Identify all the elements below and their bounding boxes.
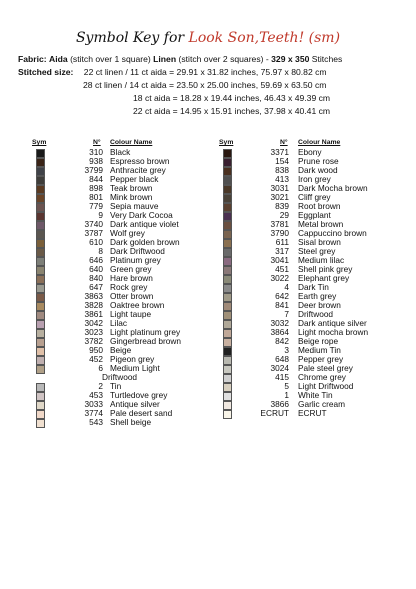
symbol-swatch [36, 293, 45, 302]
color-name: Dark antique silver [298, 318, 367, 328]
color-name: Cliff grey [298, 192, 331, 202]
color-name: Pale desert sand [110, 408, 173, 418]
fabric-linen-note: (stitch over 2 squares) - [178, 54, 269, 64]
color-name: Teak brown [110, 183, 153, 193]
fabric-label: Fabric: [18, 54, 47, 64]
color-number: 3782 [84, 336, 103, 346]
color-name: Light mocha brown [298, 327, 369, 337]
color-name: Dark wood [298, 165, 338, 175]
size-line-3: 18 ct aida = 18.28 x 19.44 inches, 46.43 x 49.39 cm [133, 93, 331, 103]
fabric-aida-note: (stitch over 1 square) [70, 54, 151, 64]
symbol-swatch [223, 194, 232, 203]
symbol-swatch [223, 212, 232, 221]
fabric-line [18, 54, 342, 64]
color-name: Metal brown [298, 219, 344, 229]
color-number: 642 [275, 291, 289, 301]
symbol-swatch [223, 257, 232, 266]
color-number: 310 [89, 147, 103, 157]
left-header-sym: Sym [32, 139, 47, 146]
color-name: Steel grey [298, 246, 336, 256]
color-name: Black [110, 147, 131, 157]
symbol-swatch [223, 383, 232, 392]
symbol-swatch [223, 203, 232, 212]
color-number: 543 [89, 417, 103, 427]
color-name: Wolf grey [110, 228, 145, 238]
symbol-swatch [36, 194, 45, 203]
color-name: Deer brown [298, 300, 341, 310]
color-number: 3042 [84, 318, 103, 328]
symbol-swatch [223, 410, 232, 419]
color-name: Mink brown [110, 192, 153, 202]
symbol-swatch [223, 311, 232, 320]
size-line-1 [18, 67, 327, 77]
color-name: Sisal brown [298, 237, 341, 247]
symbol-swatch [36, 410, 45, 419]
color-number: 647 [89, 282, 103, 292]
symbol-swatch [223, 221, 232, 230]
color-number: 3023 [84, 327, 103, 337]
color-number: 154 [275, 156, 289, 166]
symbol-swatch [223, 356, 232, 365]
symbol-swatch [36, 356, 45, 365]
color-name: Oaktree brown [110, 300, 165, 310]
color-name: Elephant grey [298, 273, 350, 283]
symbol-swatch [36, 185, 45, 194]
color-number: 3863 [84, 291, 103, 301]
color-number: 610 [89, 237, 103, 247]
color-name: Earth grey [298, 291, 337, 301]
color-name: Dark antique violet [110, 219, 179, 229]
size-value-1: 22 ct linen / 11 ct aida = 29.91 x 31.82 inches, 75.97 x 80.82 cm [83, 67, 327, 77]
right-header-num: N° [280, 139, 288, 146]
color-name: Hare brown [110, 273, 153, 283]
color-number: 938 [89, 156, 103, 166]
symbol-swatch [36, 158, 45, 167]
color-number: 451 [275, 264, 289, 274]
color-name: Dark golden brown [110, 237, 180, 247]
symbol-swatch [36, 419, 45, 428]
color-number: 3781 [270, 219, 289, 229]
symbol-swatch [36, 275, 45, 284]
symbol-swatch [36, 347, 45, 356]
color-number: 6 [98, 363, 103, 373]
symbol-swatch [36, 401, 45, 410]
color-name: Green grey [110, 264, 152, 274]
color-number: 3022 [270, 273, 289, 283]
color-number: 844 [89, 174, 103, 184]
color-number: 646 [89, 255, 103, 265]
color-number: 950 [89, 345, 103, 355]
right-header-sym: Sym [219, 139, 234, 146]
symbol-swatch [36, 212, 45, 221]
symbol-swatch [36, 149, 45, 158]
color-number: 3032 [270, 318, 289, 328]
color-name: Root brown [298, 201, 341, 211]
color-name: Medium Tin [298, 345, 341, 355]
color-name: Otter brown [110, 291, 154, 301]
color-name: Antique silver [110, 399, 160, 409]
color-name: Anthracite grey [110, 165, 166, 175]
color-number: 841 [275, 300, 289, 310]
left-header-name: Colour Name [110, 139, 153, 146]
symbol-swatch [36, 383, 45, 392]
color-name: Beige rope [298, 336, 339, 346]
symbol-swatch [223, 230, 232, 239]
symbol-swatch [36, 203, 45, 212]
symbol-swatch [36, 221, 45, 230]
color-number: 3790 [270, 228, 289, 238]
color-number: 3787 [84, 228, 103, 238]
left-header-num: N° [93, 139, 101, 146]
symbol-swatch [36, 329, 45, 338]
color-number: 801 [89, 192, 103, 202]
color-name: Pepper black [110, 174, 159, 184]
color-number: 3371 [270, 147, 289, 157]
size-line-4: 22 ct aida = 14.95 x 15.91 inches, 37.98 x 40.41 cm [133, 106, 331, 116]
color-name-continued: Driftwood [102, 372, 138, 382]
fabric-aida: Aida [49, 54, 68, 64]
size-line-2: 28 ct linen / 14 ct aida = 23.50 x 25.00 inches, 59.69 x 63.50 cm [83, 80, 327, 90]
symbol-swatch [36, 338, 45, 347]
color-name: Shell beige [110, 417, 152, 427]
symbol-swatch [36, 248, 45, 257]
color-name: ECRUT [298, 408, 327, 418]
color-number: 779 [89, 201, 103, 211]
color-name: Prune rose [298, 156, 339, 166]
symbol-swatch [36, 302, 45, 311]
symbol-swatch [36, 239, 45, 248]
color-name: White Tin [298, 390, 333, 400]
color-number: 842 [275, 336, 289, 346]
symbol-swatch [223, 302, 232, 311]
color-name: Eggplant [298, 210, 331, 220]
color-number: 453 [89, 390, 103, 400]
symbol-swatch [36, 230, 45, 239]
color-number: 415 [275, 372, 289, 382]
color-name: Turtledove grey [110, 390, 168, 400]
color-number: 3021 [270, 192, 289, 202]
color-number: ECRUT [260, 408, 289, 418]
symbol-swatch [223, 239, 232, 248]
color-name: Gingerbread brown [110, 336, 182, 346]
color-name: Lilac [110, 318, 128, 328]
page-title [0, 30, 416, 46]
symbol-swatch [223, 266, 232, 275]
symbol-swatch [223, 365, 232, 374]
symbol-swatch [223, 374, 232, 383]
color-number: 840 [89, 273, 103, 283]
symbol-swatch [223, 329, 232, 338]
color-number: 611 [275, 237, 289, 247]
color-name: Chrome grey [298, 372, 346, 382]
color-number: 1 [284, 390, 289, 400]
title-prefix: Symbol Key for [75, 30, 189, 46]
symbol-swatch [223, 149, 232, 158]
color-number: 3740 [84, 219, 103, 229]
color-name: Medium lilac [298, 255, 345, 265]
color-name: Medium Light [110, 363, 160, 373]
pattern-name: Look Son,Teeth! (sm) [188, 30, 341, 46]
symbol-swatch [36, 167, 45, 176]
symbol-swatch [36, 176, 45, 185]
stitch-word: Stitches [311, 54, 343, 64]
color-number: 898 [89, 183, 103, 193]
color-name: Light taupe [110, 309, 152, 319]
color-name: Garlic cream [298, 399, 346, 409]
color-name: Cappuccino brown [298, 228, 367, 238]
symbol-swatch [36, 311, 45, 320]
color-number: 839 [275, 201, 289, 211]
color-number: 3774 [84, 408, 103, 418]
color-name: Pigeon grey [110, 354, 155, 364]
color-name: Shell pink grey [298, 264, 353, 274]
color-number: 3024 [270, 363, 289, 373]
color-name: Light platinum grey [110, 327, 181, 337]
color-number: 640 [89, 264, 103, 274]
color-name: Dark Tin [298, 282, 329, 292]
color-number: 3828 [84, 300, 103, 310]
color-number: 317 [275, 246, 289, 256]
color-name: Pale steel grey [298, 363, 353, 373]
symbol-swatch [223, 158, 232, 167]
color-name: Tin [110, 381, 122, 391]
symbol-swatch [36, 257, 45, 266]
color-number: 3861 [84, 309, 103, 319]
color-name: Driftwood [298, 309, 334, 319]
color-name: Dark Driftwood [110, 246, 165, 256]
stitch-count: 329 x 350 [271, 54, 310, 64]
color-number: 29 [279, 210, 289, 220]
fabric-linen: Linen [153, 54, 177, 64]
symbol-swatch [223, 392, 232, 401]
color-number: 413 [275, 174, 289, 184]
symbol-swatch [223, 401, 232, 410]
color-number: 3033 [84, 399, 103, 409]
symbol-swatch [36, 320, 45, 329]
color-number: 4 [284, 282, 289, 292]
symbol-swatch [223, 347, 232, 356]
symbol-swatch [223, 284, 232, 293]
color-number: 838 [275, 165, 289, 175]
symbol-swatch [36, 392, 45, 401]
color-number: 8 [98, 246, 103, 256]
symbol-swatch [36, 266, 45, 275]
color-number: 2 [98, 381, 103, 391]
right-header-name: Colour Name [298, 139, 341, 146]
color-number: 3866 [270, 399, 289, 409]
color-number: 9 [98, 210, 103, 220]
color-name: Sepia mauve [110, 201, 159, 211]
color-number: 3799 [84, 165, 103, 175]
symbol-swatch [223, 248, 232, 257]
symbol-swatch [36, 284, 45, 293]
color-name: Dark Mocha brown [298, 183, 368, 193]
color-number: 3864 [270, 327, 289, 337]
symbol-swatch [223, 338, 232, 347]
symbol-swatch [223, 293, 232, 302]
color-name: Ebony [298, 147, 322, 157]
color-number: 452 [89, 354, 103, 364]
color-name: Iron grey [298, 174, 331, 184]
color-name: Espresso brown [110, 156, 170, 166]
color-name: Very Dark Cocoa [110, 210, 173, 220]
color-name: Beige [110, 345, 132, 355]
symbol-swatch [223, 185, 232, 194]
color-name: Rock grey [110, 282, 148, 292]
color-name: Platinum grey [110, 255, 161, 265]
symbol-swatch [223, 176, 232, 185]
color-name: Pepper grey [298, 354, 344, 364]
size-label: Stitched size: [18, 67, 74, 77]
color-number: 3031 [270, 183, 289, 193]
color-number: 3 [284, 345, 289, 355]
symbol-swatch [223, 275, 232, 284]
color-name: Light Driftwood [298, 381, 354, 391]
symbol-swatch [36, 365, 45, 374]
color-number: 648 [275, 354, 289, 364]
symbol-swatch [223, 167, 232, 176]
symbol-swatch [223, 320, 232, 329]
color-number: 5 [284, 381, 289, 391]
color-number: 7 [284, 309, 289, 319]
color-number: 3041 [270, 255, 289, 265]
